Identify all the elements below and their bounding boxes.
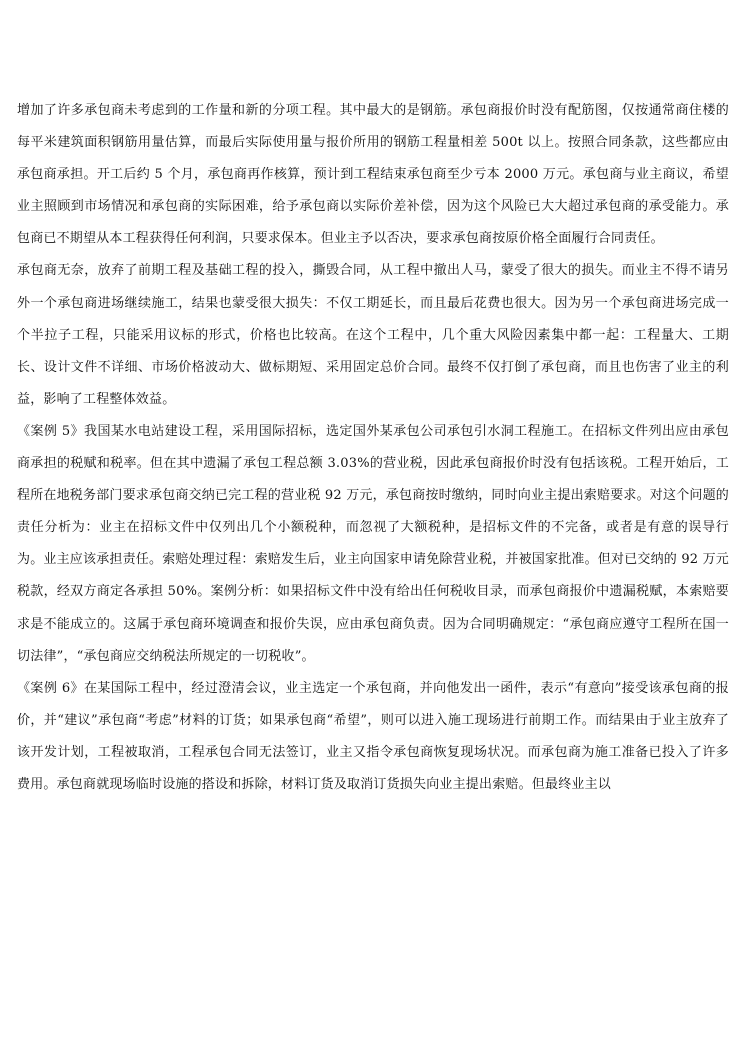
paragraph-contract-termination: 承包商无奈，放弃了前期工程及基础工程的投入，撕毁合同，从工程中撤出人马，蒙受了很大的损失。而业主不得不请另外一个承包商进场继续施工，结果也蒙受很大损失：不仅工期延长，而且最后花费也很大。因为另一个承包商进场完成一个半拉子工程，只能采用议标的形式，价格也比较高。在这个工程中，几个重大风险因素集中都一起：工程量大、工期长、设计文件不详细、市场价格波动大、做标期短、采用固定总价合同。最终不仅打倒了承包商，而且也伤害了业主的利益，影响了工程整体效益。 bbox=[17, 263, 729, 407]
paragraph-case-5: 《案例 5》我国某水电站建设工程，采用国际招标，选定国外某承包公司承包引水洞工程施工。在招标文件列出应由承包商承担的税赋和税率。但在其中遗漏了承包工程总额 3.03%的营业税，因此承包商报价时没有包括该税。工程开始后，工程所在地税务部门要求承包商交纳已完工程的营业税 92 万元，承包商按时缴纳，同时向业主提出索赔要求。对这个问题的责任分析为：业主在招标文件中仅列出几个小额税种，而忽视了大额税种，是招标文件的不完备，或者是有意的误导行为。业主应该承担责任。索赔处理过程：索赔发生后，业主向国家申请免除营业税，并被国家批准。但对已交纳的 92 万元税款，经双方商定各承担 50%。案例分析：如果招标文件中没有给出任何税收目录，而承包商报价中遗漏税赋，本索赔要求是不能成立的。这属于承包商环境调查和报价失误，应由承包商负责。因为合同明确规定：“承包商应遵守工程所在国一切法律”，“承包商应交纳税法所规定的一切税收”。 bbox=[17, 423, 730, 664]
body-text bbox=[17, 95, 729, 801]
paragraph-steel-claim: 增加了许多承包商未考虑到的工作量和新的分项工程。其中最大的是钢筋。承包商报价时没有配筋图，仅按通常商住楼的每平米建筑面积钢筋用量估算，而最后实际使用量与报价所用的钢筋工程量相差 500t 以上。按照合同条款，这些都应由承包商承担。开工后约 5 个月，承包商再作核算，预计到工程结束承包商至少亏本 2000 万元。承包商与业主商议，希望业主照顾到市场情况和承包商的实际困难，给予承包商以实际价差补偿，因为这个风险已大大超过承包商的承受能力。承包商已不期望从本工程获得任何利润，只要求保本。但业主予以否决，要求承包商按原价格全面履行合同责任。 bbox=[17, 103, 729, 247]
paragraph-case-6: 《案例 6》在某国际工程中，经过澄清会议，业主选定一个承包商，并向他发出一函件，表示“有意向”接受该承包商的报价，并“建议”承包商“考虑”材料的订货；如果承包商“希望”，则可以进入施工现场进行前期工作。而结果由于业主放弃了该开发计划，工程被取消，工程承包合同无法签订，业主又指令承包商恢复现场状况。而承包商为施工准备已投入了许多费用。承包商就现场临时设施的搭设和拆除，材料订货及取消订货损失向业主提出索赔。但最终业主以 bbox=[17, 680, 729, 792]
